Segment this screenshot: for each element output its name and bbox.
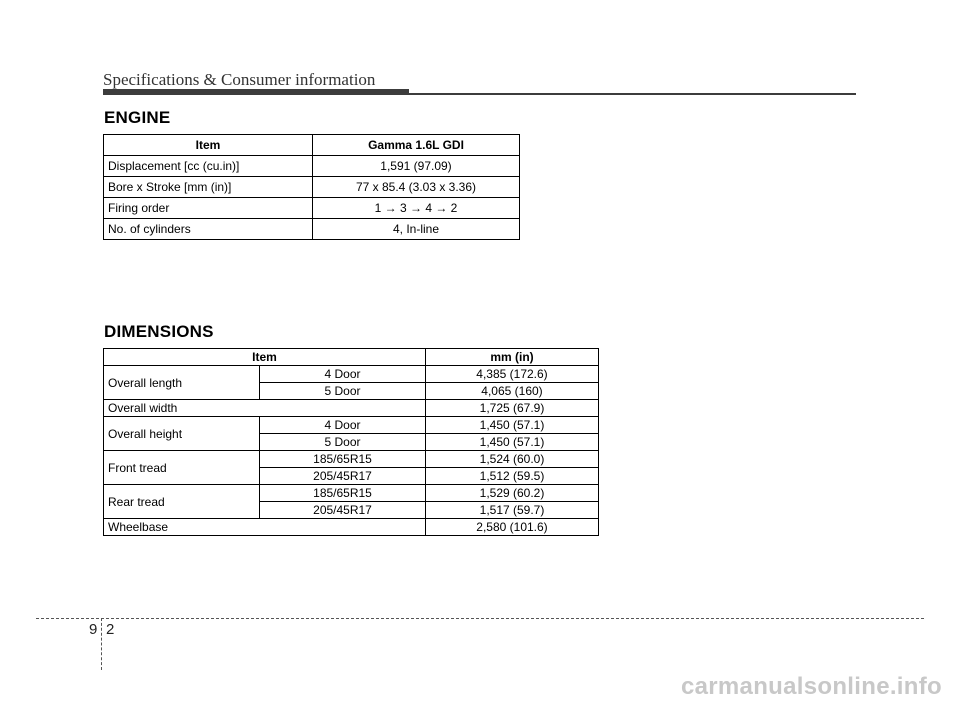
row-label: Overall length: [104, 366, 260, 400]
row-variant: 185/65R15: [260, 485, 426, 502]
row-value: 4, In-line: [313, 219, 520, 240]
row-value: 1,529 (60.2): [426, 485, 599, 502]
row-label: Front tread: [104, 451, 260, 485]
header-rule-thick: [103, 89, 409, 95]
row-value: 1,591 (97.09): [313, 156, 520, 177]
row-value: 1,524 (60.0): [426, 451, 599, 468]
row-value: 1,450 (57.1): [426, 417, 599, 434]
row-label: No. of cylinders: [104, 219, 313, 240]
page-number: 2: [106, 621, 115, 638]
watermark-text: carmanualsonline.info: [680, 673, 942, 700]
table-row: [104, 451, 599, 468]
table-header-row: [104, 135, 520, 156]
row-variant: 4 Door: [260, 417, 426, 434]
row-label: Bore x Stroke [mm (in)]: [104, 177, 313, 198]
row-variant: 5 Door: [260, 434, 426, 451]
table-row: [104, 485, 599, 502]
row-variant: 4 Door: [260, 366, 426, 383]
table-row: [104, 198, 520, 219]
row-value: 1 → 3 → 4 → 2: [313, 198, 520, 219]
table-row: [104, 519, 599, 536]
column-header-value: mm (in): [426, 349, 599, 366]
table-row: [104, 366, 599, 383]
table-row: [104, 156, 520, 177]
row-value: 4,385 (172.6): [426, 366, 599, 383]
row-value: 77 x 85.4 (3.03 x 3.36): [313, 177, 520, 198]
dimensions-spec-table: [103, 348, 599, 536]
engine-section-title: ENGINE: [104, 108, 171, 127]
dimensions-section-title: DIMENSIONS: [104, 322, 214, 341]
row-value: 1,725 (67.9): [426, 400, 599, 417]
column-header-item: Item: [104, 349, 426, 366]
chapter-number: 9: [89, 621, 98, 638]
row-value: 1,450 (57.1): [426, 434, 599, 451]
column-header-item: Item: [104, 135, 313, 156]
row-variant: 205/45R17: [260, 468, 426, 485]
section-header-title: Specifications & Consumer information: [103, 70, 376, 89]
table-row: [104, 177, 520, 198]
header-rule-thin: [409, 93, 856, 95]
row-variant: 185/65R15: [260, 451, 426, 468]
row-label: Overall height: [104, 417, 260, 451]
row-variant: 205/45R17: [260, 502, 426, 519]
footer-page-divider: [101, 618, 102, 670]
table-row: [104, 417, 599, 434]
table-row: [104, 219, 520, 240]
column-header-engine: Gamma 1.6L GDI: [313, 135, 520, 156]
engine-spec-table: [103, 134, 520, 240]
row-label: Firing order: [104, 198, 313, 219]
row-label: Wheelbase: [104, 519, 426, 536]
row-label: Displacement [cc (cu.in)]: [104, 156, 313, 177]
row-label: Rear tread: [104, 485, 260, 519]
row-value: 1,517 (59.7): [426, 502, 599, 519]
table-row: [104, 400, 599, 417]
row-value: 1,512 (59.5): [426, 468, 599, 485]
row-value: 2,580 (101.6): [426, 519, 599, 536]
row-value: 4,065 (160): [426, 383, 599, 400]
row-label: Overall width: [104, 400, 426, 417]
table-header-row: [104, 349, 599, 366]
footer-rule: [36, 618, 924, 619]
row-variant: 5 Door: [260, 383, 426, 400]
